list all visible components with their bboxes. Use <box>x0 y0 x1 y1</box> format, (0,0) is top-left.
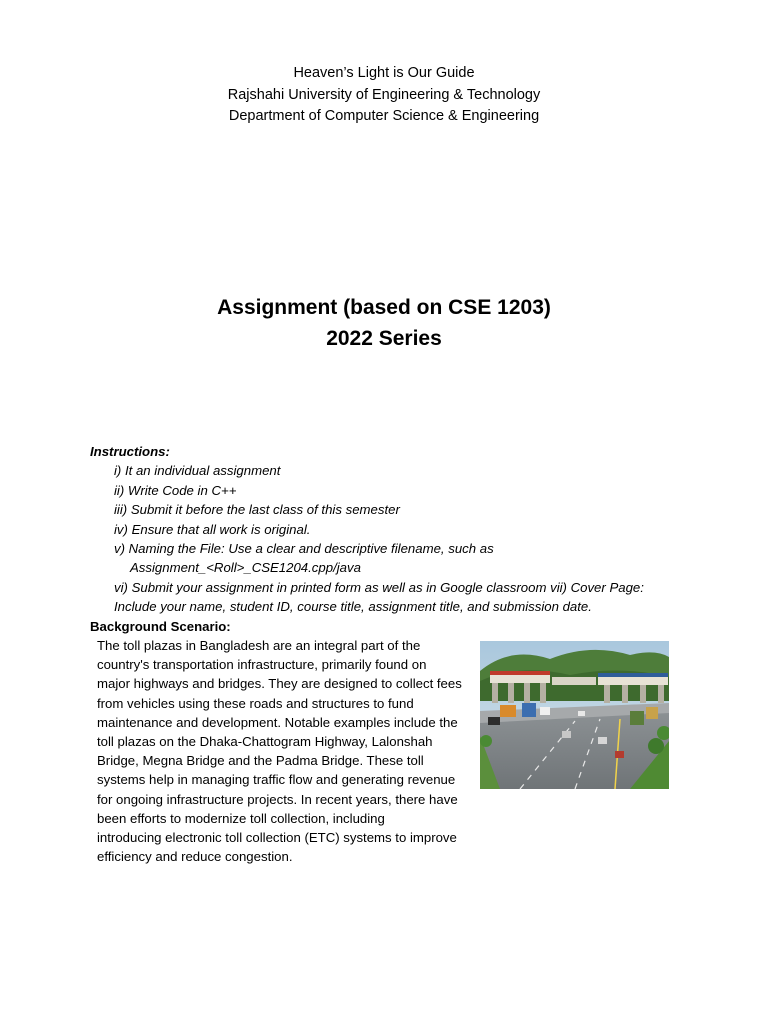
instruction-item: vi) Submit your assignment in printed form as well as in Google classroom vii) Cover Page: <box>114 579 644 595</box>
document-header <box>0 63 768 128</box>
instruction-item: iv) Ensure that all work is original. <box>114 521 311 537</box>
background-heading: Background Scenario: <box>90 619 231 634</box>
paragraph-line: introducing electronic toll collection (ETC) systems to improve <box>97 830 457 846</box>
background-paragraph <box>97 636 487 866</box>
title-line-1: Assignment (based on CSE 1203) <box>217 296 551 319</box>
university-name: Rajshahi University of Engineering & Technology <box>227 86 541 103</box>
instruction-item: v) Naming the File: Use a clear and descriptive filename, such as <box>114 541 494 557</box>
motto: Heaven’s Light is Our Guide <box>293 65 475 81</box>
assignment-title <box>0 292 768 354</box>
paragraph-line: The toll plazas in Bangladesh are an integral part of the <box>97 638 421 653</box>
instructions-heading: Instructions: <box>90 444 170 459</box>
paragraph-line: country's transportation infrastructure, primarily found on <box>97 657 427 673</box>
department-name: Department of Computer Science & Engineering <box>228 108 540 124</box>
paragraph-line: been efforts to modernize toll collection, including <box>97 810 385 826</box>
paragraph-line: maintenance and development. Notable examples include the <box>97 714 458 730</box>
instruction-item-continuation: Assignment_<Roll>_CSE1204.cpp/java <box>130 560 361 576</box>
instruction-item: i) It an individual assignment <box>114 463 281 479</box>
paragraph-line: for ongoing infrastructure projects. In recent years, there have <box>97 791 458 807</box>
instruction-item: Include your name, student ID, course title, assignment title, and submission date. <box>114 599 592 615</box>
instruction-item: ii) Write Code in C++ <box>114 482 237 498</box>
toll-plaza-photo <box>480 641 669 789</box>
instruction-item: iii) Submit it before the last class of this semester <box>114 502 400 518</box>
paragraph-line: efficiency and reduce congestion. <box>97 849 293 865</box>
paragraph-line: major highways and bridges. They are designed to collect fees <box>97 676 462 692</box>
title-line-2: 2022 Series <box>326 327 442 350</box>
paragraph-line: from vehicles using these roads and structures to fund <box>97 695 414 711</box>
paragraph-line: toll plazas on the Dhaka-Chattogram Highway, Lalonshah <box>97 734 433 750</box>
paragraph-line: systems help in managing traffic flow and generating revenue <box>97 772 456 788</box>
instructions-section <box>90 442 690 617</box>
paragraph-line: Bridge, Megna Bridge and the Padma Bridge. These toll <box>97 753 424 769</box>
